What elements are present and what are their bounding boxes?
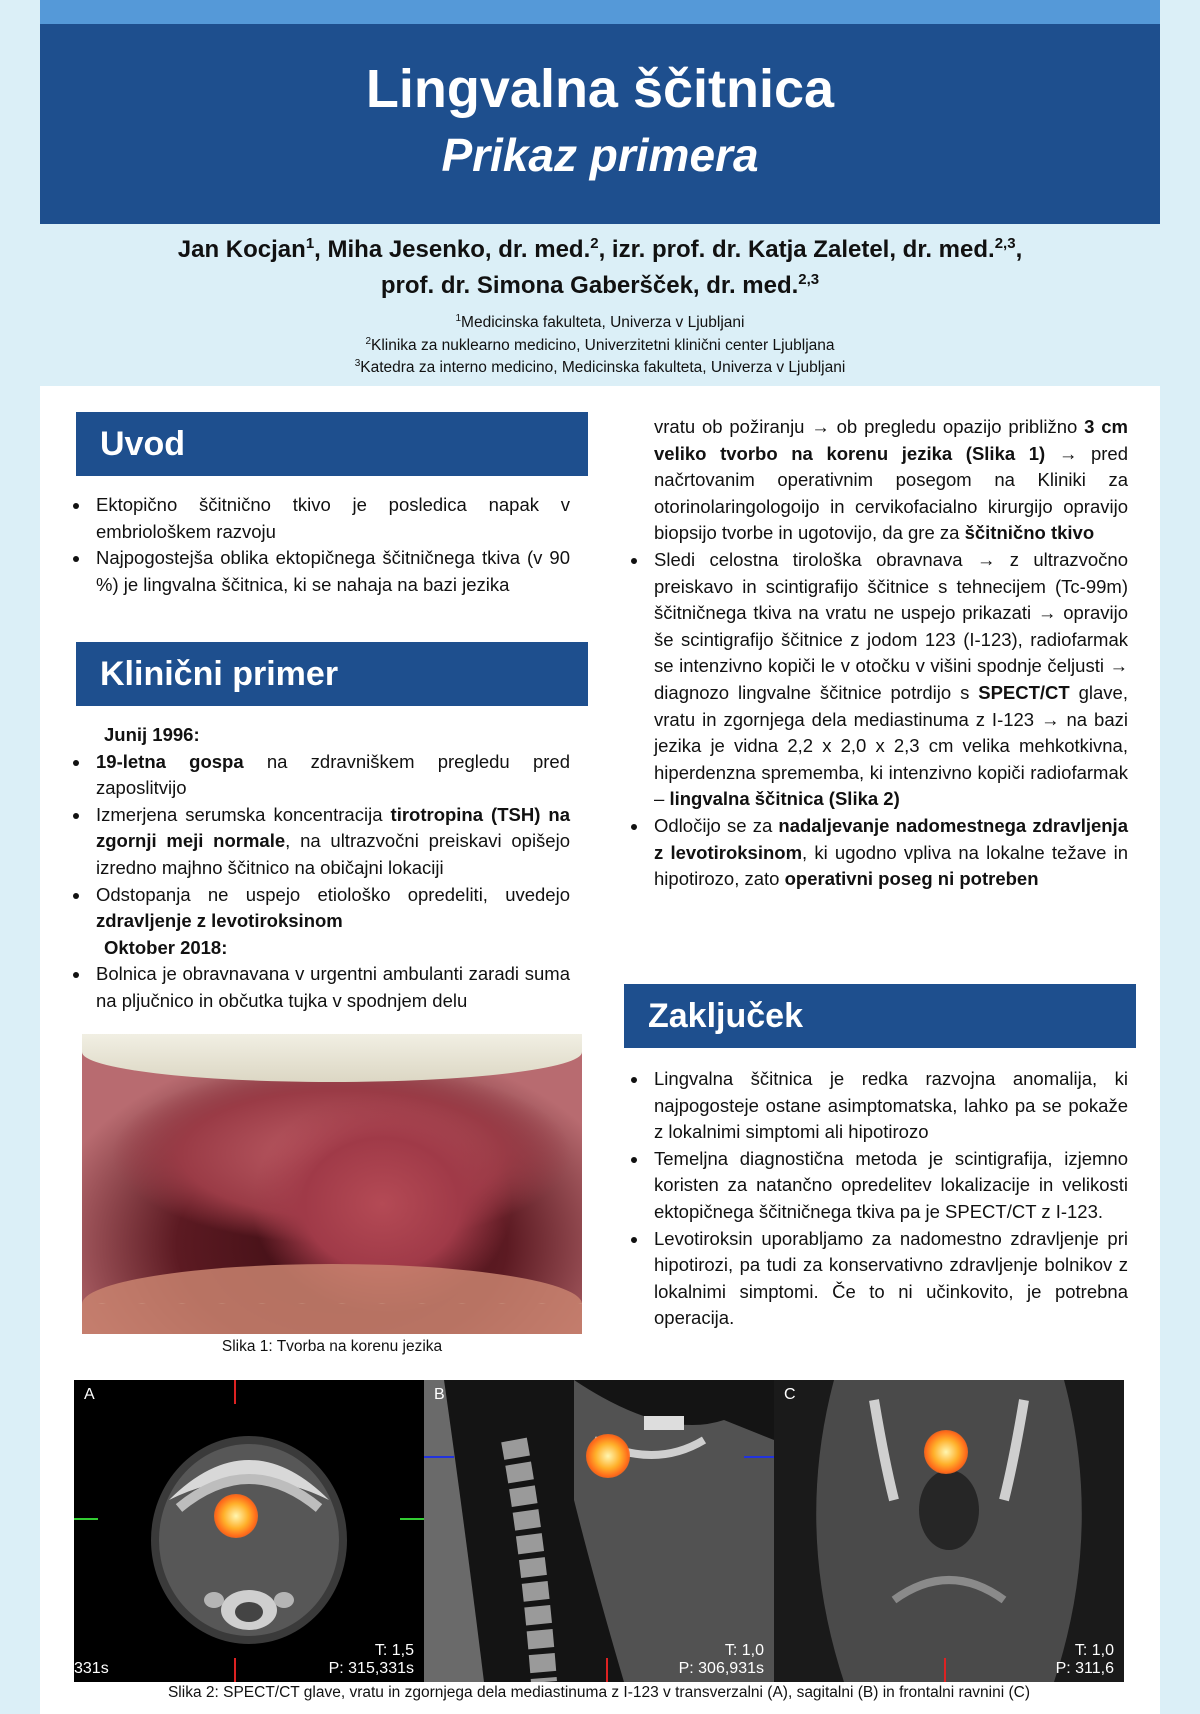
list-item: Sledi celostna tirološka obravnava → z ultrazvočno preiskavo in scintigrafijo ščitnice s tehnecijem (Tc-99m) ščitničnega tkiva na vratu ne uspejo prikazati → opravijo še scintigrafijo ščitnice z jodom 123 (I-123), radiofarmak se intenzivno kopiči le v otočku v višini spodnje čeljusti → diagnozo lingvalne ščitnice potrdijo s SPECT/CT glave, vratu in zgornjega dela mediastinuma z I-123 → na bazi jezika je vidna 2,2 x 2,0 x 2,3 cm velika mehkotkivna, hiperdenzna sprememba, ki intenzivno kopiči radiofarmak – lingvalna ščitnica (Slika 2) xyxy=(628,547,1128,813)
coronal-ct-image xyxy=(774,1380,1124,1682)
klinicni-text-right xyxy=(628,414,1128,893)
list-item: Temeljna diagnostična metoda je scintigrafija, izjemno koristen za natančno opredelitev lokalizacije in velikosti ektopičnega ščitničnega tkiva pa je SPECT/CT z I-123. xyxy=(628,1146,1128,1226)
klinicni-text-left xyxy=(70,722,570,1015)
list-item: Ektopično ščitnično tkivo je posledica napak v embriološkem razvoju xyxy=(70,492,570,545)
uvod-text xyxy=(70,492,570,598)
panel-label-c: C xyxy=(784,1386,796,1403)
list-item: 19-letna gospa na zdravniškem pregledu pred zaposlitvijo xyxy=(70,749,570,802)
author-4: prof. dr. Simona Gaberšček, dr. med. xyxy=(380,272,799,299)
scan-readout-a: T: 1,5 P: 315,331s xyxy=(328,1642,414,1677)
scan-readout-left: 331s xyxy=(74,1660,109,1677)
tongue-papillae xyxy=(82,1264,582,1334)
authors-block: Jan Kocjan$^1$, Miha Jesenko, dr. med.$^2$, izr. prof. dr. Katja Zaletel, dr. med.$^{2,3}$, prof. dr. Simona Gaberšček, dr. med.$^{2,3}$ xyxy=(177,235,1023,299)
zakljucek-text xyxy=(628,1066,1128,1332)
date-2018: Oktober 2018: xyxy=(104,936,228,958)
uptake-hotspot-a xyxy=(214,1494,258,1538)
scan-readout-c: T: 1,0 P: 311,6 xyxy=(1055,1642,1114,1677)
section-heading-uvod: Uvod xyxy=(76,412,588,476)
list-item: Bolnica je obravnavana v urgentni ambulanti zaradi suma na pljučnico in občutka tujka v spodnjem delu xyxy=(70,961,570,1014)
spect-ct-figure xyxy=(74,1380,1124,1682)
title-banner xyxy=(40,24,1160,224)
figure-2-caption: Slika 2: SPECT/CT glave, vratu in zgornjega dela mediastinuma z I-123 v transverzalni (A), sagitalni (B) in frontalni ravnini (C) xyxy=(167,1684,1031,1701)
scan-panel-b xyxy=(424,1380,774,1682)
poster-title: Lingvalna ščitnica xyxy=(365,59,835,119)
affiliations xyxy=(40,312,1160,380)
tongue-base-photo xyxy=(82,1034,582,1334)
list-item: Lingvalna ščitnica je redka razvojna anomalija, ki najpogosteje ostane asimptomatska, lahko pa se pokaže z lokalnimi simptomi ali hipotirozo xyxy=(628,1066,1128,1146)
uptake-hotspot-b xyxy=(586,1434,630,1478)
author-2: , Miha Jesenko, dr. med. xyxy=(314,236,591,263)
section-heading-zakljucek: Zaključek xyxy=(624,984,1136,1048)
section-heading-klinicni-primer: Klinični primer xyxy=(76,642,588,706)
top-accent-strip xyxy=(40,0,1160,24)
scan-panel-a xyxy=(74,1380,424,1682)
panel-label-a: A xyxy=(84,1386,95,1403)
figure-1-caption: Slika 1: Tvorba na korenu jezika xyxy=(221,1338,443,1355)
scan-panel-c xyxy=(774,1380,1124,1682)
list-item: Odstopanja ne uspejo etiološko opredeliti, uvedejo zdravljenje z levotiroksinom xyxy=(70,882,570,935)
list-item: Levotiroksin uporabljamo za nadomestno zdravljenje pri hipotirozi, pa tudi za konservativno zdravljenje bolnikov z lokalnimi simptomi. Če to ni učinkovito, je potrebna operacija. xyxy=(628,1226,1128,1332)
uptake-hotspot-c xyxy=(924,1430,968,1474)
sagittal-ct-image xyxy=(424,1380,774,1682)
list-item: Odločijo se za nadaljevanje nadomestnega zdravljenja z levotiroksinom, ki ugodno vpliva na lokalne težave in hipotirozo, zato operativni poseg ni potreben xyxy=(628,813,1128,893)
affiliation-1: $^1$Medicinska fakulteta, Univerza v Ljubljani xyxy=(455,312,745,331)
date-1996: Junij 1996: xyxy=(104,724,200,745)
scan-readout-b: T: 1,0 P: 306,931s xyxy=(678,1642,764,1677)
author-3: , izr. prof. dr. Katja Zaletel, dr. med. xyxy=(598,236,995,263)
author-1: Jan Kocjan xyxy=(177,236,306,263)
affiliation-2: $^2$Klinika za nuklearno medicino, Univerzitetni klinični center Ljubljana xyxy=(365,335,835,354)
affiliation-3: $^3$Katedra za interno medicino, Medicinska fakulteta, Univerza v Ljubljani xyxy=(354,357,846,376)
panel-label-b: B xyxy=(434,1386,445,1403)
poster-subtitle: Prikaz primera xyxy=(441,129,759,181)
teeth xyxy=(82,1034,582,1082)
list-item: Izmerjena serumska koncentracija tirotropina (TSH) na zgornji meji normale, na ultrazvočni preiskavi opišejo izredno majhno ščitnico na običajni lokaciji xyxy=(70,802,570,882)
continued-text: vratu ob požiranju → ob pregledu opazijo približno 3 cm veliko tvorbo na korenu jezika (Slika 1) → pred načrtovanim operativnim posegom na Kliniki za otorinolaringologoijo in cervikofacialno kirurgijo opravijo biopsijo tvorbe in ugotovijo, da gre za ščitnično tkivo xyxy=(654,416,1128,544)
list-item: Najpogostejša oblika ektopičnega ščitničnega tkiva (v 90 %) je lingvalna ščitnica, ki se nahaja na bazi jezika xyxy=(70,545,570,598)
